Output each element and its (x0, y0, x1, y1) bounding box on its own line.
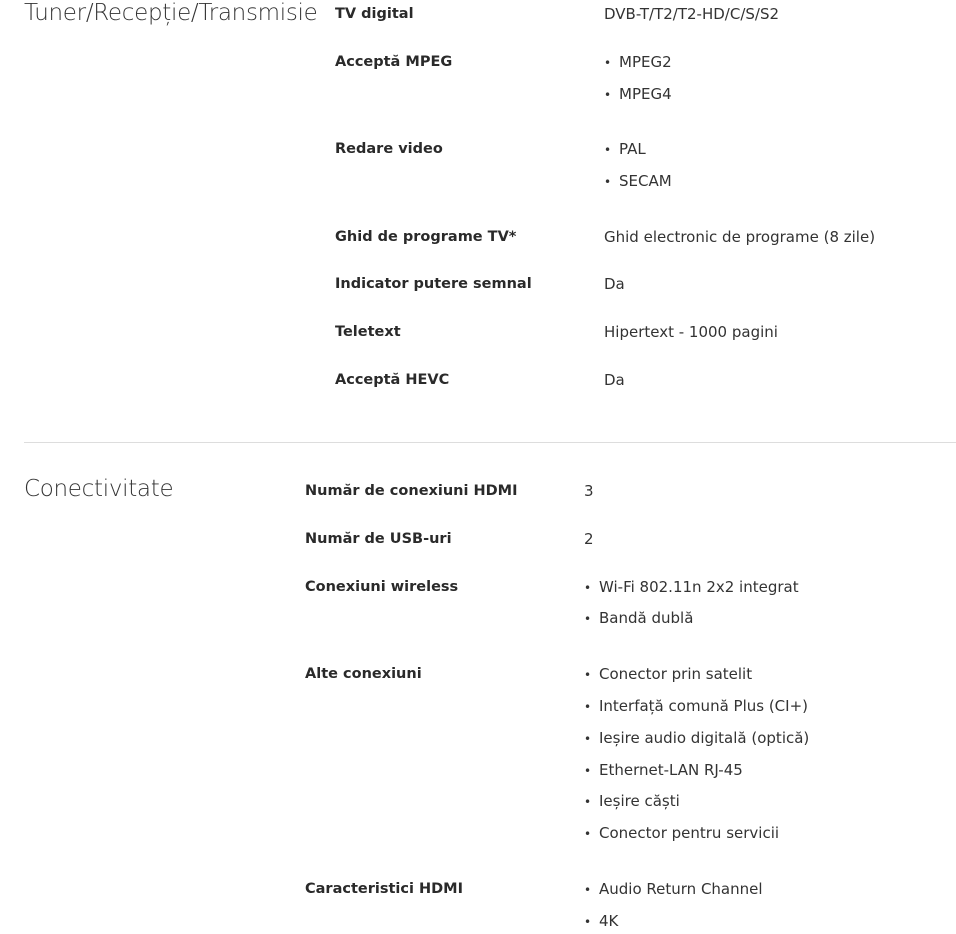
list-item-text: Ieșire căști (599, 792, 680, 810)
list-item-text: SECAM (619, 172, 672, 190)
spec-value-usb-count: 2 (584, 530, 594, 548)
spec-label-video: Redare video (335, 141, 443, 157)
spec-list-item (584, 729, 809, 747)
spec-value-tv-digital: DVB-T/T2/T2-HD/C/S/S2 (604, 5, 780, 23)
spec-label-mpeg: Acceptă MPEG (335, 54, 453, 70)
list-item-text: MPEG2 (619, 53, 672, 71)
section-divider (24, 442, 956, 443)
section-title-tuner: Tuner/Recepție/Transmisie (24, 0, 318, 26)
list-item-text: MPEG4 (619, 85, 672, 103)
bullet-icon: • (604, 88, 612, 102)
list-item-text: Ethernet-LAN RJ-45 (599, 761, 743, 779)
spec-list-item (584, 792, 680, 810)
list-item-text: PAL (619, 140, 646, 158)
list-item-text: 4K (599, 912, 619, 930)
spec-list-item (604, 53, 672, 71)
spec-list-item (604, 172, 672, 190)
list-item-text: Ieșire audio digitală (optică) (599, 729, 810, 747)
spec-value-teletext: Hipertext - 1000 pagini (604, 323, 778, 341)
list-item-text: Conector pentru servicii (599, 824, 780, 842)
spec-label-other-connections: Alte conexiuni (305, 666, 422, 682)
spec-list-item (584, 880, 763, 898)
bullet-icon: • (584, 612, 592, 626)
bullet-icon: • (584, 700, 592, 714)
section-title-connectivity: Conectivitate (24, 476, 174, 502)
spec-list-item (584, 912, 618, 930)
list-item-text: Bandă dublă (599, 609, 694, 627)
bullet-icon: • (604, 143, 612, 157)
spec-label-tv-digital: TV digital (335, 6, 414, 22)
bullet-icon: • (584, 915, 592, 929)
spec-label-usb-count: Număr de USB-uri (305, 531, 452, 547)
bullet-icon: • (584, 668, 592, 682)
spec-list-item (604, 140, 646, 158)
spec-label-teletext: Teletext (335, 324, 401, 340)
spec-value-signal: Da (604, 275, 625, 293)
spec-label-hevc: Acceptă HEVC (335, 372, 450, 388)
bullet-icon: • (584, 764, 592, 778)
spec-list-item (604, 85, 672, 103)
list-item-text: Interfață comună Plus (CI+) (599, 697, 809, 715)
bullet-icon: • (584, 795, 592, 809)
spec-list-item (584, 609, 693, 627)
spec-list-item (584, 761, 743, 779)
spec-value-hdmi-count: 3 (584, 482, 594, 500)
bullet-icon: • (584, 732, 592, 746)
spec-label-wireless: Conexiuni wireless (305, 579, 459, 595)
list-item-text: Conector prin satelit (599, 665, 753, 683)
spec-value-epg: Ghid electronic de programe (8 zile) (604, 228, 876, 246)
spec-list-item (584, 578, 799, 596)
spec-list-item (584, 824, 779, 842)
bullet-icon: • (584, 827, 592, 841)
spec-label-hdmi-features: Caracteristici HDMI (305, 881, 463, 897)
bullet-icon: • (584, 883, 592, 897)
spec-list-item (584, 665, 752, 683)
spec-value-hevc: Da (604, 371, 625, 389)
spec-label-hdmi-count: Număr de conexiuni HDMI (305, 483, 518, 499)
bullet-icon: • (604, 175, 612, 189)
spec-label-epg: Ghid de programe TV* (335, 229, 517, 245)
list-item-text: Wi-Fi 802.11n 2x2 integrat (599, 578, 799, 596)
spec-label-signal: Indicator putere semnal (335, 276, 532, 292)
spec-list-item (584, 697, 808, 715)
bullet-icon: • (584, 581, 592, 595)
list-item-text: Audio Return Channel (599, 880, 763, 898)
bullet-icon: • (604, 56, 612, 70)
